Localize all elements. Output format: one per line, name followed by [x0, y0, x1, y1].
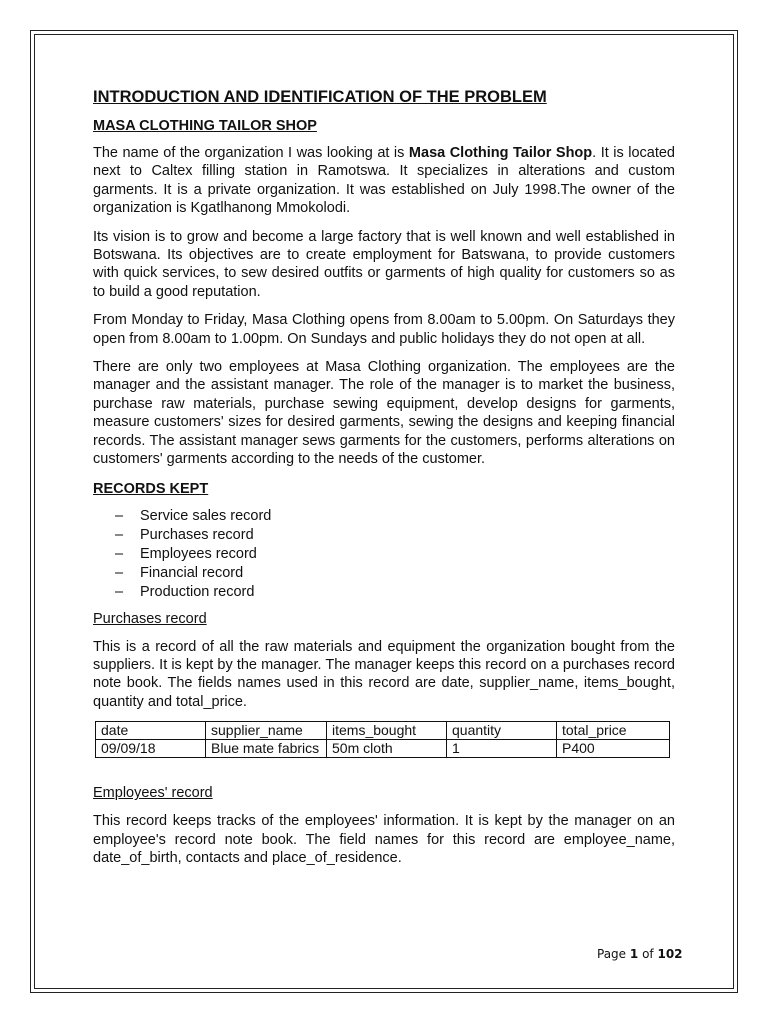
records-heading: RECORDS KEPT: [93, 480, 209, 497]
of-label: of: [642, 947, 654, 961]
table-cell: 50m cloth: [327, 740, 447, 758]
page-label: Page: [597, 947, 627, 961]
table-header-cell: total_price: [557, 722, 670, 740]
total-pages: 102: [657, 947, 683, 961]
document-body: [93, 86, 675, 877]
table-header-cell: quantity: [447, 722, 557, 740]
purchases-record-heading: Purchases record: [93, 610, 207, 627]
list-item: [93, 583, 675, 602]
dash-bullet: –: [115, 545, 124, 562]
vision-paragraph: Its vision is to grow and become a large factory that is well known and well established in Botswana. Its objectives are to create employment for Batswana, to provide customers with quick services, to sew desired outfits or garments of high quality for customers so as to build a good reputation.: [93, 228, 675, 300]
table-header-cell: items_bought: [327, 722, 447, 740]
employees-record-heading: Employees' record: [93, 785, 213, 802]
current-page: 1: [629, 947, 639, 961]
list-item-label: Financial record: [140, 564, 244, 581]
list-item: [93, 545, 675, 564]
records-list: [93, 507, 675, 602]
table-header-cell: date: [96, 722, 206, 740]
shop-heading: MASA CLOTHING TAILOR SHOP: [93, 118, 317, 134]
dash-bullet: –: [115, 564, 124, 581]
table-cell: 1: [447, 740, 557, 758]
table-header-row: [96, 722, 670, 740]
dash-bullet: –: [115, 526, 124, 543]
list-item: [93, 507, 675, 526]
list-item: [93, 564, 675, 583]
list-item-label: Service sales record: [140, 507, 272, 524]
list-item: [93, 526, 675, 545]
intro-text-start: The name of the organization I was looking at is: [93, 145, 409, 161]
page-number: [597, 947, 683, 961]
page-title: INTRODUCTION AND IDENTIFICATION OF THE PROBLEM: [93, 88, 547, 106]
table-cell: Blue mate fabrics: [206, 740, 327, 758]
hours-paragraph: From Monday to Friday, Masa Clothing opens from 8.00am to 5.00pm. On Saturdays they open from 8.00am to 1.00pm. On Sundays and public holidays they do not open at all.: [93, 312, 675, 347]
intro-paragraph: [93, 144, 675, 218]
table-cell: 09/09/18: [96, 740, 206, 758]
dash-bullet: –: [115, 583, 124, 600]
shop-name: Masa Clothing Tailor Shop: [408, 145, 593, 161]
intro-text-end: . It is located next to Caltex filling station in Ramotswa. It specializes in alterations and custom garments. It is a private organization. It was established on July 1998.The owner of the organization is Kgatlhanong Mmokolodi.: [93, 145, 675, 217]
table-cell: P400: [557, 740, 670, 758]
table-header-cell: supplier_name: [206, 722, 327, 740]
list-item-label: Purchases record: [140, 526, 254, 543]
employees-record-paragraph: This record keeps tracks of the employees' information. It is kept by the manager on an employee's record note book. The field names for this record are employee_name, date_of_birth, contacts and place_of_residence.: [93, 813, 675, 866]
dash-bullet: –: [115, 507, 124, 524]
list-item-label: Employees record: [140, 545, 257, 562]
purchases-paragraph: This is a record of all the raw materials and equipment the organization bought from the suppliers. It is kept by the manager. The manager keeps this record on a purchases record note book. The fields names used in this record are date, supplier_name, items_bought, quantity and total_price.: [93, 638, 675, 710]
list-item-label: Production record: [140, 583, 255, 600]
purchases-table: [95, 721, 670, 758]
table-row: [96, 740, 670, 758]
employees-paragraph: There are only two employees at Masa Clothing organization. The employees are the manager and the assistant manager. The role of the manager is to market the business, purchase raw materials, purchase sewing equipment, develop designs for garments, measure customers' sizes for desired garments, sewing the designs and keeping financial records. The assistant manager sews garments for the customers, performs alterations on customers' garments according to the needs of the customer.: [93, 359, 675, 468]
